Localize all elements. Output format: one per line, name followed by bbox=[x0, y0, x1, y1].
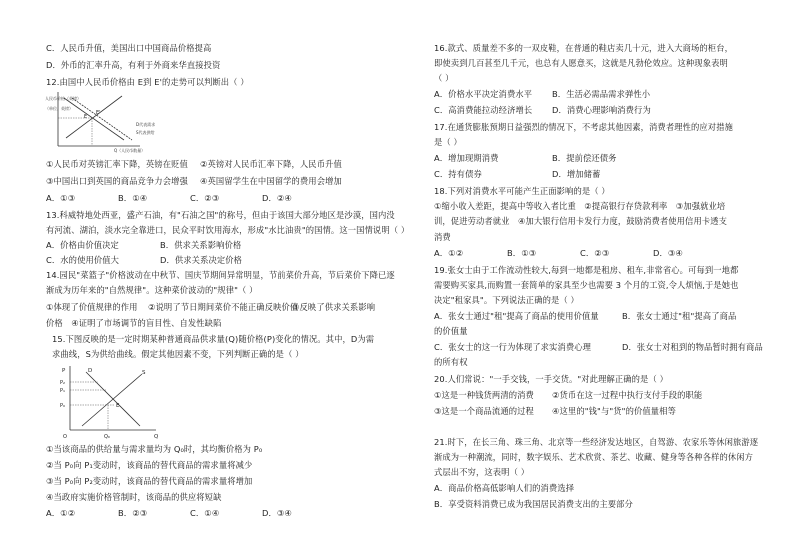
q18-line-2: ①缩小收入差距，提高中等收入者比重 ②提高银行存贷款利率 ③加强就业培 bbox=[434, 201, 726, 211]
q12-answer-c: C．②③ bbox=[190, 193, 220, 203]
q14-line-2: 渐成为历年来的"自然规律"。这种菜价波动的"规律"（ ） bbox=[46, 285, 258, 295]
q18-answer-b: B．①③ bbox=[507, 248, 537, 258]
q15-line-2: 求曲线，S为供给曲线。假定其他因素不变，下列判断正确的是（ ） bbox=[52, 349, 304, 359]
q12-supply-demand-figure bbox=[44, 88, 184, 154]
q17-line-2: 是（ ） bbox=[434, 137, 462, 147]
q18-line-1: 18.下列对消费水平可能产生正面影响的是（ ） bbox=[434, 186, 610, 196]
q21-line-2: 渐成为一种潮流，同时，数字娱乐、艺术欣赏、茶艺、收藏、健身等各种各样的休闲方 bbox=[434, 452, 754, 462]
q14-line-1: 14.园民"菜篮子"价格波动在中秋节、国庆节期间异常明显，节前菜价升高，节后菜价下降已逐 bbox=[46, 270, 395, 280]
q14-option-3: ③反映了供求关系影响 bbox=[292, 302, 376, 312]
q15-label-p0: P₀ bbox=[60, 403, 66, 409]
q17-option-b: B．提前偿还债务 bbox=[552, 153, 617, 163]
q12-answer-a: A．①③ bbox=[46, 193, 76, 203]
q13-option-c: C．水的使用价值大 bbox=[46, 255, 120, 265]
q21-line-3: 式层出不穷，这表明（ ） bbox=[434, 467, 530, 477]
q15-label-p1: P₁ bbox=[60, 388, 66, 394]
q13-option-d: D．供求关系决定价格 bbox=[160, 255, 243, 265]
q20-option-3: ③这是一个商品流通的过程 bbox=[434, 406, 534, 416]
q16-line-3: （ ） bbox=[434, 73, 454, 83]
q12-option-1: ①人民币对英镑汇率下降，英镑在贬值 bbox=[46, 159, 188, 169]
q15-answer-b: B．②③ bbox=[118, 508, 148, 518]
q13-option-a: A．价格由价值决定 bbox=[46, 240, 119, 250]
q15-option-1: ①当该商品的供给量与需求量均为 Q₀时，其均衡价格为 P₀ bbox=[46, 444, 263, 454]
q12-legend-supply: S代表供给 bbox=[136, 130, 155, 135]
q16-option-d: D．消费心理影响消费行为 bbox=[552, 105, 651, 115]
q12-supply-curve bbox=[66, 96, 122, 138]
q12-ylabel2: （单位，英镑） bbox=[45, 106, 73, 111]
right-column bbox=[397, 0, 777, 560]
q17-line-1: 17.在通货膨胀预期日益强烈的情况下，不考虑其他因素，消费者理性的应对措施 bbox=[434, 122, 733, 132]
q15-label-e: E bbox=[116, 403, 120, 409]
q14-line-4: 价格 ④证明了市场调节的盲目性、自发性缺陷 bbox=[46, 318, 222, 328]
q15-label-d: D bbox=[88, 368, 93, 374]
q16-option-b: B．生活必需品需求弹性小 bbox=[552, 89, 651, 99]
q15-answer-c: C．①④ bbox=[190, 508, 220, 518]
q19-option-d-cont: 的所有权 bbox=[434, 357, 468, 367]
q12-answer-d: D．②④ bbox=[262, 193, 292, 203]
q12-option-3: ③中国出口到英国的商品竞争力会增强 bbox=[46, 176, 188, 186]
q15-supply-demand-figure bbox=[58, 362, 168, 440]
q15-label-o: O bbox=[63, 434, 67, 440]
q19-line-1: 19.张女士由于工作流动性较大,每到一地都是租房、租车,非常省心。可每到一地都 bbox=[434, 265, 739, 275]
q15-label-s: S bbox=[142, 370, 146, 376]
q19-option-a: A．张女士通过"租"提高了商品的使用价值量 bbox=[434, 311, 599, 321]
q13-line-1: 13.科威特地处西亚，盛产石油，有"石油之国"的称号，但由于该国大部分地区是沙漠，国内没 bbox=[46, 210, 395, 220]
q20-option-1: ①这是一种钱货两清的消费 bbox=[434, 390, 534, 400]
q21-line-1: 21.时下，在长三角、珠三角、北京等一些经济发达地区，自驾游、农家乐等休闲旅游逐 bbox=[434, 437, 759, 447]
q13-option-b: B．供求关系影响价格 bbox=[160, 240, 242, 250]
q16-line-2: 即使卖到几百甚至几千元，也总有人愿意买，这就是凡勃伦效应。这种现象表明 bbox=[434, 58, 728, 68]
q19-line-2: 需要购买家具,而购置一套简单的家具至少也需要 3 个月的工资,令人烦恼,于是她也 bbox=[434, 280, 739, 290]
q20-option-4: ④这里的"钱"与"货"的价值量相等 bbox=[552, 406, 676, 416]
q12-point-e2: E' bbox=[96, 110, 101, 116]
q17-option-c: C．持有债券 bbox=[434, 169, 482, 179]
q11-option-c: C．人民币升值，美国出口中国商品价格提高 bbox=[46, 43, 212, 53]
q12-option-2: ②英镑对人民币汇率下降，人民币升值 bbox=[200, 159, 342, 169]
q21-option-b: B．享受资料消费已成为我国居民消费支出的主要部分 bbox=[434, 499, 633, 509]
q19-line-3: 决定"租家具"。下列说法正确的是（ ） bbox=[434, 295, 579, 305]
q12-ylabel: 人民币价格（英镑） bbox=[45, 96, 81, 101]
q19-option-d: D．张女士对租到的物品暂时拥有商品 bbox=[622, 342, 763, 352]
q18-line-4: 消费 bbox=[434, 232, 451, 242]
q12-point-e: E bbox=[84, 114, 88, 120]
q16-option-a: A．价格水平决定消费水平 bbox=[434, 89, 533, 99]
q18-line-3: 训，促进劳动者就业 ④加大银行信用卡发行力度，鼓励消费者使用信用卡透支 bbox=[434, 216, 728, 226]
q15-label-q: Q bbox=[154, 434, 159, 440]
q12-answer-b: B．①④ bbox=[118, 193, 148, 203]
q16-line-1: 16.款式、质量差不多的一双皮鞋，在普通的鞋店卖几十元，进入大商场的柜台， bbox=[434, 43, 733, 53]
q19-option-c: C．张女士的这一行为体现了求实消费心理 bbox=[434, 342, 592, 352]
q15-answer-a: A．①② bbox=[46, 508, 76, 518]
q12-option-4: ④英国留学生在中国留学的费用会增加 bbox=[200, 176, 342, 186]
q20-option-2: ②货币在这一过程中执行支付手段的职能 bbox=[552, 390, 703, 400]
q18-answer-c: C．②③ bbox=[580, 248, 610, 258]
q15-answer-d: D．③④ bbox=[262, 508, 292, 518]
q19-option-b-cont: 的价值量 bbox=[434, 326, 468, 336]
q14-option-1: ①体现了价值规律的作用 bbox=[46, 302, 138, 312]
q20-line-1: 20.人们常说："一手交钱，一手交货。"对此理解正确的是（ ） bbox=[434, 374, 668, 384]
q13-line-2: 有河流、湖泊，淡水完全靠进口，民众平时饮用海水，形成"水比油贵"的国情。这一国情说明（ ） bbox=[46, 225, 410, 235]
q17-option-a: A．增加现期消费 bbox=[434, 153, 499, 163]
q11-option-d: D．外币的汇率升高，有利于外商来华直接投资 bbox=[46, 60, 221, 70]
q14-option-2: ②说明了节日期间菜价不能正确反映价值 bbox=[148, 302, 299, 312]
q21-option-a: A．商品价格高低影响人们的消费选择 bbox=[434, 483, 575, 493]
q15-option-4: ④当政府实施价格管制时，该商品的供应将短缺 bbox=[46, 492, 222, 502]
q12-demand-curve bbox=[64, 98, 124, 140]
q12-demand-curve-2 bbox=[72, 98, 132, 140]
q18-answer-d: D．③④ bbox=[653, 248, 683, 258]
q12-legend-demand: D代表需求 bbox=[136, 122, 156, 127]
q18-answer-a: A．①② bbox=[434, 248, 464, 258]
q16-option-c: C．高消费能拉动经济增长 bbox=[434, 105, 533, 115]
q15-option-2: ②当 P₀向 P₁变动时，该商品的替代商品的需求量将减少 bbox=[46, 460, 253, 470]
q19-option-b: B．张女士通过"租"提高了商品 bbox=[622, 311, 737, 321]
q15-line-1: 15.下图反映的是一定时期某种普通商品供求量(Q)随价格(P)变化的情况。其中，D为需 bbox=[52, 334, 375, 344]
q17-option-d: D．增加储蓄 bbox=[552, 169, 601, 179]
q15-option-3: ③当 P₀向 P₂变动时，该商品的替代商品的需求量将增加 bbox=[46, 476, 253, 486]
q15-label-p: P bbox=[62, 368, 66, 374]
q15-label-q0: Q₀ bbox=[104, 434, 110, 440]
q12-stem: 12.由国中人民币价格由 E到 E'的走势可以判断出（ ） bbox=[46, 77, 249, 87]
q15-label-p2: P₂ bbox=[60, 380, 66, 386]
q12-xlabel: Q（人民币数量） bbox=[114, 148, 146, 153]
